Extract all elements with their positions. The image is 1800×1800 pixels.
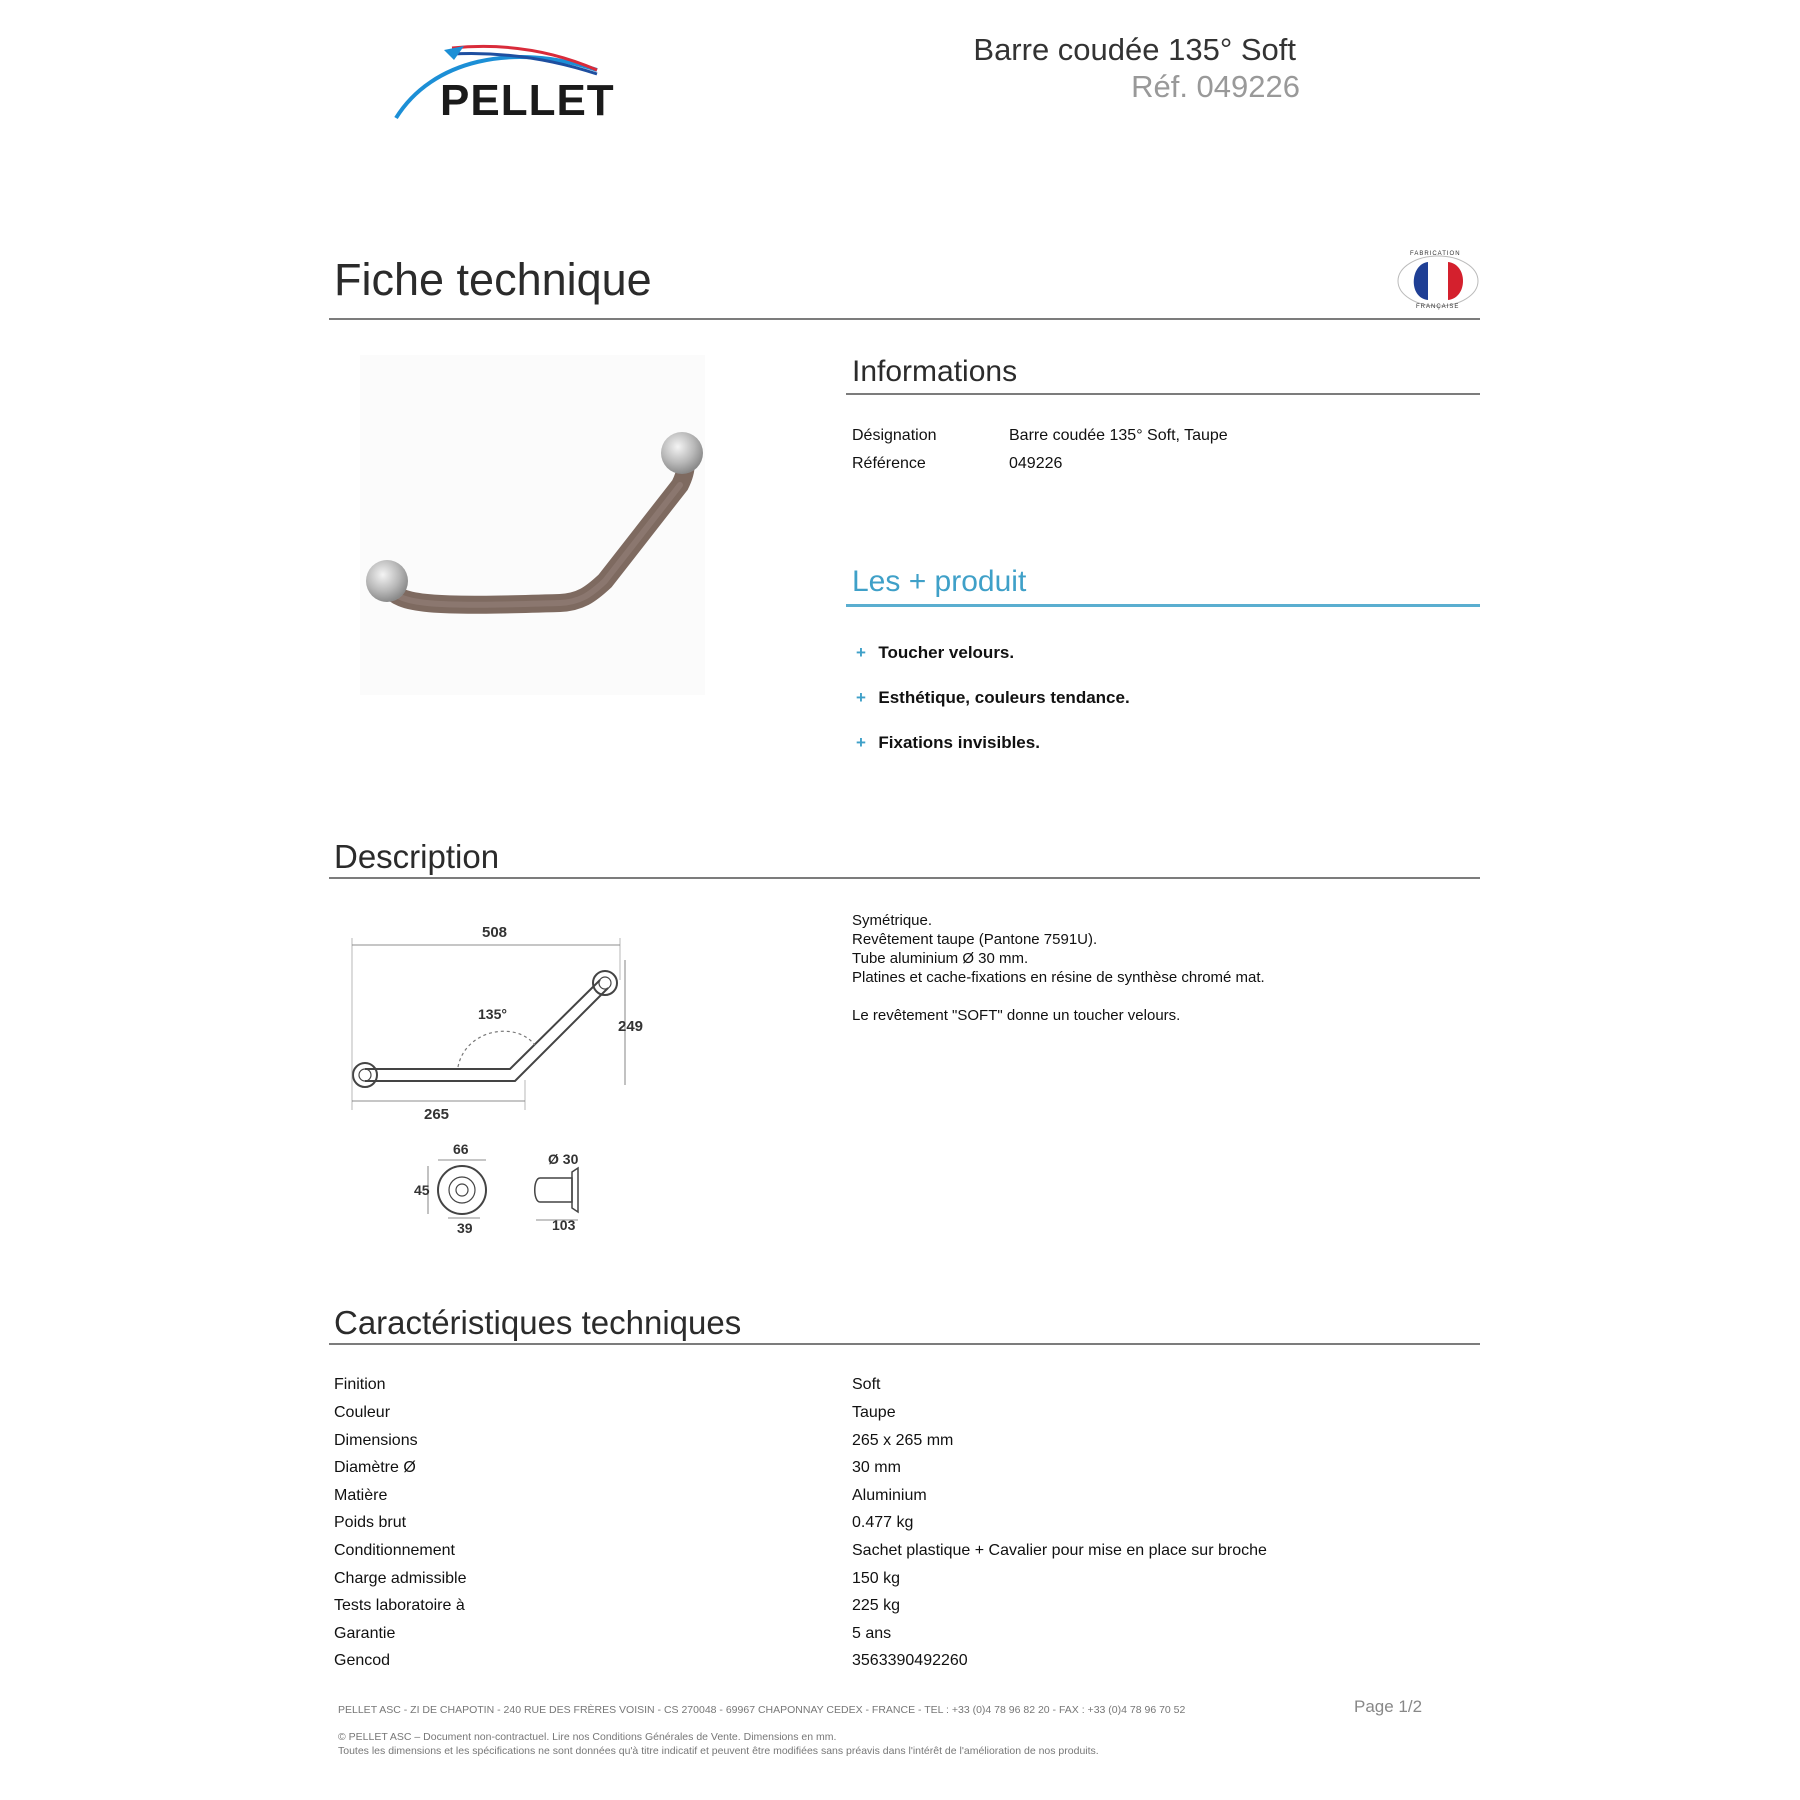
spec-label: Conditionnement <box>334 1542 455 1559</box>
footer-legal-line: © PELLET ASC – Document non-contractuel. Lire nos Conditions Générales de Vente. Dimensions en mm. <box>338 1731 837 1743</box>
table-row <box>334 1542 1480 1560</box>
specs-title: Caractéristiques techniques <box>334 1304 742 1341</box>
page-title-divider <box>329 318 1480 320</box>
info-value-designation: Barre coudée 135° Soft, Taupe <box>1009 427 1228 444</box>
french-flag-icon <box>1396 254 1480 308</box>
spec-value: 3563390492260 <box>852 1652 968 1669</box>
grab-bar-photo-icon <box>360 355 705 695</box>
benefit-item <box>856 733 1040 753</box>
footer-legal-line: Toutes les dimensions et les spécifications ne sont données qu'à titre indicatif et peuvent être modifiées sans préavis dans l'intérêt de l'amélioration de nos produits. <box>338 1745 1099 1757</box>
description-line: Tube aluminium Ø 30 mm. <box>852 950 1029 967</box>
product-title: Barre coudée 135° Soft <box>973 32 1296 67</box>
description-line: Symétrique. <box>852 912 933 929</box>
dim-projection: 103 <box>552 1217 576 1233</box>
informations-divider <box>846 393 1480 395</box>
info-label-designation: Désignation <box>852 427 937 444</box>
benefit-item <box>856 643 1014 663</box>
spec-label: Diamètre Ø <box>334 1459 416 1476</box>
spec-value: Soft <box>852 1376 881 1393</box>
dim-leg: 265 <box>424 1106 450 1123</box>
plus-icon: + <box>856 688 866 707</box>
table-row <box>334 1459 1480 1477</box>
spec-value: Sachet plastique + Cavalier pour mise en place sur broche <box>852 1542 1267 1559</box>
description-line: Revêtement taupe (Pantone 7591U). <box>852 931 1098 948</box>
dim-height: 249 <box>618 1018 644 1035</box>
dim-angle: 135° <box>478 1006 507 1022</box>
benefit-text: Fixations invisibles. <box>878 733 1040 752</box>
badge-bottom-text: FRANÇAISE <box>1416 304 1460 310</box>
spec-label: Finition <box>334 1376 386 1393</box>
footer-page-number: Page 1/2 <box>1354 1697 1423 1716</box>
spec-label: Garantie <box>334 1625 396 1642</box>
description-text <box>852 911 1265 1025</box>
spec-label: Gencod <box>334 1652 391 1669</box>
dim-plate-inner: 39 <box>457 1220 473 1236</box>
footer-address: PELLET ASC - ZI DE CHAPOTIN - 240 RUE DES FRÈRES VOISIN - CS 270048 - 69967 CHAPONNAY CEDEX - FRANCE - TEL : +33 (0)4 78 96 82 20 - FAX : +33 (0)4 78 96 70 52 <box>338 1704 1186 1716</box>
product-ref: Réf. 049226 <box>1131 69 1300 104</box>
spec-label: Couleur <box>334 1404 391 1421</box>
specs-divider <box>329 1343 1480 1345</box>
table-row <box>334 1514 1480 1532</box>
spec-label: Matière <box>334 1487 388 1504</box>
description-line: Platines et cache-fixations en résine de synthèse chromé mat. <box>852 969 1265 986</box>
plus-icon: + <box>856 643 866 662</box>
table-row <box>334 1376 1480 1394</box>
spec-label: Poids brut <box>334 1514 407 1531</box>
table-row <box>334 1652 1480 1670</box>
table-row <box>334 1625 1480 1643</box>
info-label-reference: Référence <box>852 455 926 472</box>
footer-legal <box>338 1730 1099 1758</box>
spec-value: Taupe <box>852 1404 896 1421</box>
spec-label: Charge admissible <box>334 1570 467 1587</box>
description-title: Description <box>334 838 500 875</box>
dim-plate-width: 66 <box>453 1141 469 1157</box>
benefits-title: Les + produit <box>852 565 1027 598</box>
table-row <box>334 1597 1480 1615</box>
benefits-divider <box>846 604 1480 607</box>
description-line: Le revêtement "SOFT" donne un toucher velours. <box>852 1007 1181 1024</box>
made-in-france-badge <box>1396 251 1480 310</box>
table-row <box>334 1570 1480 1588</box>
benefit-text: Toucher velours. <box>878 643 1015 662</box>
table-row <box>334 1487 1480 1505</box>
info-value-reference: 049226 <box>1009 455 1063 472</box>
plus-icon: + <box>856 733 866 752</box>
spec-value: Aluminium <box>852 1487 927 1504</box>
description-line <box>852 987 1265 1006</box>
page-title: Fiche technique <box>334 254 652 305</box>
dim-width: 508 <box>482 924 508 941</box>
table-row <box>334 1404 1480 1422</box>
benefit-item <box>856 688 1130 708</box>
badge-top-text: FABRICATION <box>1410 251 1461 257</box>
dimension-drawing-icon <box>340 920 670 1240</box>
dim-plate-height: 45 <box>414 1182 430 1198</box>
spec-label: Tests laboratoire à <box>334 1597 465 1614</box>
spec-value: 225 kg <box>852 1597 901 1614</box>
table-row <box>334 1432 1480 1450</box>
pellet-logo-text: PELLET <box>440 76 615 125</box>
spec-value: 265 x 265 mm <box>852 1432 954 1449</box>
spec-value: 30 mm <box>852 1459 901 1476</box>
description-divider <box>329 877 1480 879</box>
spec-value: 150 kg <box>852 1570 901 1587</box>
benefit-text: Esthétique, couleurs tendance. <box>878 688 1130 707</box>
pellet-logo <box>392 40 642 130</box>
informations-title: Informations <box>852 355 1018 388</box>
spec-value: 5 ans <box>852 1625 892 1642</box>
dim-tube-diameter: Ø 30 <box>548 1151 579 1167</box>
spec-label: Dimensions <box>334 1432 418 1449</box>
technical-drawing <box>340 920 670 1240</box>
product-photo <box>360 355 705 695</box>
spec-value: 0.477 kg <box>852 1514 914 1531</box>
